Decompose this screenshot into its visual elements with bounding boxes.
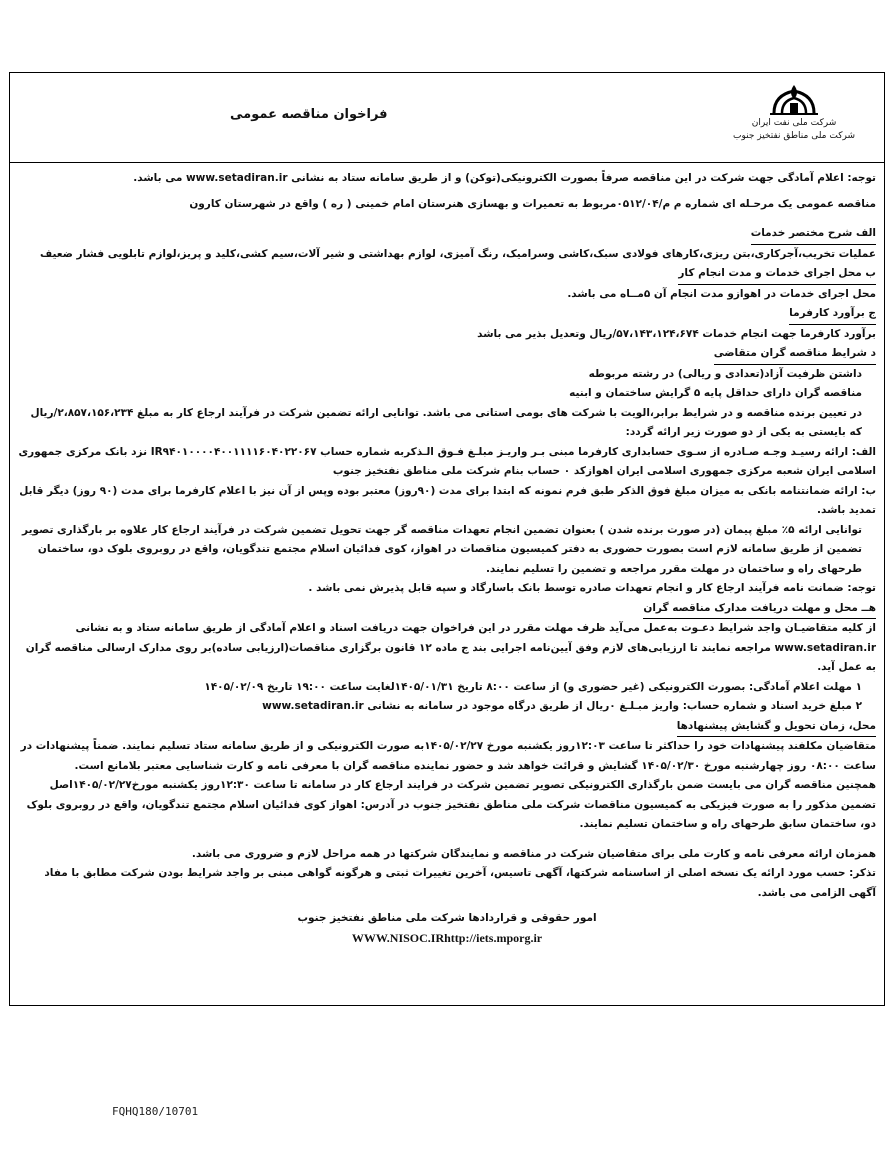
section-d-item-2: مناقصه گران دارای حداقل پایه ۵ گرایش ساختمان و ابنیه	[569, 387, 862, 399]
footer-code: FQHQ180/10701	[112, 1105, 199, 1118]
tender-intro: مناقصه عمومی یک مرحـله ای شماره م م/۰۵۱۲/۰۴مربوط به تعمیرات و بهسازی هنرستان امام خمینی ( ره ) واقع در شهرستان کارون	[189, 197, 876, 210]
section-d-item-3: در تعیین برنده مناقصه و در شرایط برابر،الویت با شرکت های بومی استانی می باشد. توانایی ارائه تضمین شرکت در فرآیند ارجاع کار به مبلغ ۲،۸۵۷،۱۵۶،۲۳۴/ریال که بایستی به یکی از دو صورت زیر ارائه گردد:	[30, 406, 862, 438]
document-header	[10, 73, 884, 163]
company-logo	[724, 83, 864, 155]
section-v-text: متقاضیان مکلفند پیشنهادات خود را حداکثر تا ساعت ۱۲:۰۳روز یکشنبه مورخ ۱۴۰۵/۰۲/۲۷به صورت الکترونیکی و از طریق سامانه ستاد تسلیم نمایند. ضمناً پیشنهادات در ساعت ۰۸:۰۰ روز چهارشنبه مورخ ۱۴۰۵/۰۲/۳۰ گشایش و قرائت خواهد شد و حضور نماینده مناقصه گران با معرفی نامه و کارت شناسایی معتبر بلامانع است.	[20, 740, 876, 772]
section-d-item-4: توانایی ارائه ۵٪ مبلغ پیمان (در صورت برنده شدن ) بعنوان تضمین انجام تعهدات مناقصه گر جهت تحویل تضمین شرکت در فرآیند ارجاع کار علاوه بر بارگذاری تصویر تضمین از طریق سامانه لازم است بصورت حضوری به دفتر کمیسیون مناقصات در اهواز، کوی فدائیان اسلام مجتمع تندگویان، واقع در روبروی بلوک دو، ساختمان طرحهای راه و ساختمان در مهلت مقرر مراجعه و تضمین را تسلیم نمایند.	[22, 523, 862, 575]
section-h-item-1: ۱ مهلت اعلام آمادگی: بصورت الکترونیکی (غیر حضوری و) از ساعت ۸:۰۰ تاریخ ۱۴۰۵/۰۱/۳۱لغایت ساعت ۱۹:۰۰ تاریخ ۱۴۰۵/۰۲/۰۹	[204, 680, 862, 693]
section-b-text: محل اجرای خدمات در اهوازو مدت انجام آن ۵مــاه می باشد.	[567, 287, 876, 300]
signature-line: امور حقوقی و قراردادها شرکت ملی مناطق نفتخیز جنوب	[297, 912, 597, 924]
org-name-line2: شرکت ملی مناطق نفتخیز جنوب	[733, 131, 855, 141]
website-link[interactable]: WWW.NISOC.IRhttp://iets.mporg.ir	[351, 930, 543, 945]
document-frame	[9, 72, 885, 1006]
section-c-heading: ج برآورد کارفرما	[789, 304, 876, 325]
section-d-option-be: ب: ارائه ضمانتنامه بانکی به میزان مبلغ فوق الذکر طبق فرم نمونه که ابتدا برای مدت (۹۰روز) معتبر بوده وپس از آن نیز با اعلام کارفرما برای مدت (۹۰ روز) دیگر قابل تمدید باشد.	[19, 484, 876, 516]
section-v-text-2: همچنین مناقصه گران می بایست ضمن بارگذاری الکترونیکی تصویر تضمین شرکت در فرایند ارجاع کار در سامانه تا ساعت ۱۲:۳۰روز یکشنبه مورخ۱۴۰۵/۰۲/۲۷اصل تضمین مذکور را به صورت فیزیکی به کمیسیون مناقصات شرکت ملی مناطق نفتخیز جنوب در آدرس: اهواز کوی فدائیان اسلام مجتمع تندگویان، واقع در روبروی بلوک دو، ساختمان سابق طرحهای راه و ساختمان تسلیم نمایند.	[26, 779, 876, 830]
org-name-line1: شرکت ملی نفت ایران	[751, 118, 837, 128]
document-body	[18, 169, 876, 948]
final-note-2: تذکر: حسب مورد ارائه یک نسخه اصلی از اساسنامه شرکتها، آگهی تاسیس، آخرین تغییرات ثبتی و هرگونه گواهی مبنی بر واجد شرایط بودن شرکت مطابق با مفاد آگهی الزامی می باشد.	[44, 867, 876, 899]
section-d-item-1: داشتن ظرفیت آزاد(تعدادی و ریالی) در رشته مربوطه	[588, 367, 862, 380]
section-d-heading: د شرایط مناقصه گران متقاضی	[714, 344, 876, 365]
section-v-heading: محل، زمان تحویل و گشایش پیشنهادها	[677, 717, 876, 738]
section-a-text: عملیات تخریب،آجرکاری،بتن ریزی،کارهای فولادی سبک،کاشی وسرامیک، رنگ آمیزی، لوازم بهداشتی و شیر آلات،سیم کشی،کلید و پریز،لوازم تابلویی فشار ضعیف	[40, 247, 876, 260]
section-b-heading: ب محل اجرای خدمات و مدت انجام کار	[678, 264, 876, 285]
nioc-logo-icon	[766, 83, 822, 117]
section-a-heading: الف شرح مختصر خدمات	[751, 224, 876, 245]
section-h-heading: هــ محل و مهلت دریافت مدارک مناقصه گران	[643, 599, 876, 620]
section-d-option-alef: الف: ارائه رسیـد وجـه صـادره از سـوی حسابداری کارفرما مبنی بـر واریـز مبلـغ فـوق الـذکربه شماره حساب IR۹۴۰۱۰۰۰۰۴۰۰۱۱۱۱۶۰۴۰۲۲۰۶۷ نزد بانک مرکزی جمهوری اسلامی ایران شعبه مرکزی جمهوری اسلامی ایران اهوازکد ۰ حساب بنام شرکت ملی مناطق نفتخیز جنوب	[18, 445, 876, 477]
page-title: فراخوان مناقصه عمومی	[230, 107, 388, 122]
section-h-text: از کلیه متقاضیـان واجد شرایط دعـوت به‌عمل می‌آید ظرف مهلت مقرر در این فراخوان جهت دریافت اسناد و اعلام آمادگی از طریق سامانه ستاد و به نشانی www.setadiran.ir مراجعه نمایند تا ارزیابی‌های لازم وفق آیین‌نامه اجرایی بند ج ماده ۱۲ قانون برگزاری مناقصات(ارزیابی ساده)بر روی مدارک ارسالی مناقصه گران به عمل آید.	[25, 622, 876, 673]
notice-line: توجه: اعلام آمادگی جهت شرکت در این مناقصه صرفاً بصورت الکترونیکی(توکن) و از طریق سامانه ستاد به نشانی www.setadiran.ir می باشد.	[133, 172, 876, 184]
section-h-item-2: ۲ مبلغ خرید اسناد و شماره حساب: واریز مبـلـغ ۰ریال از طریق درگاه موجود در سامانه به نشانی www.setadiran.ir	[262, 700, 862, 712]
section-d-note: توجه: ضمانت نامه فرآیند ارجاع کار و انجام تعهدات صادره توسط بانک باسارگاد و سپه قابل پذیرش نمی باشد .	[308, 582, 876, 594]
final-note-1: همزمان ارائه معرفی نامه و کارت ملی برای متقاضیان شرکت در مناقصه و نمایندگان شرکتها در همه مراحل لازم و ضروری می باشد.	[191, 847, 876, 860]
section-c-text: برآورد کارفرما جهت انجام خدمات ۵۷،۱۴۳،۱۲۴،۶۷۴/ریال وتعدیل بذیر می باشد	[477, 327, 876, 340]
